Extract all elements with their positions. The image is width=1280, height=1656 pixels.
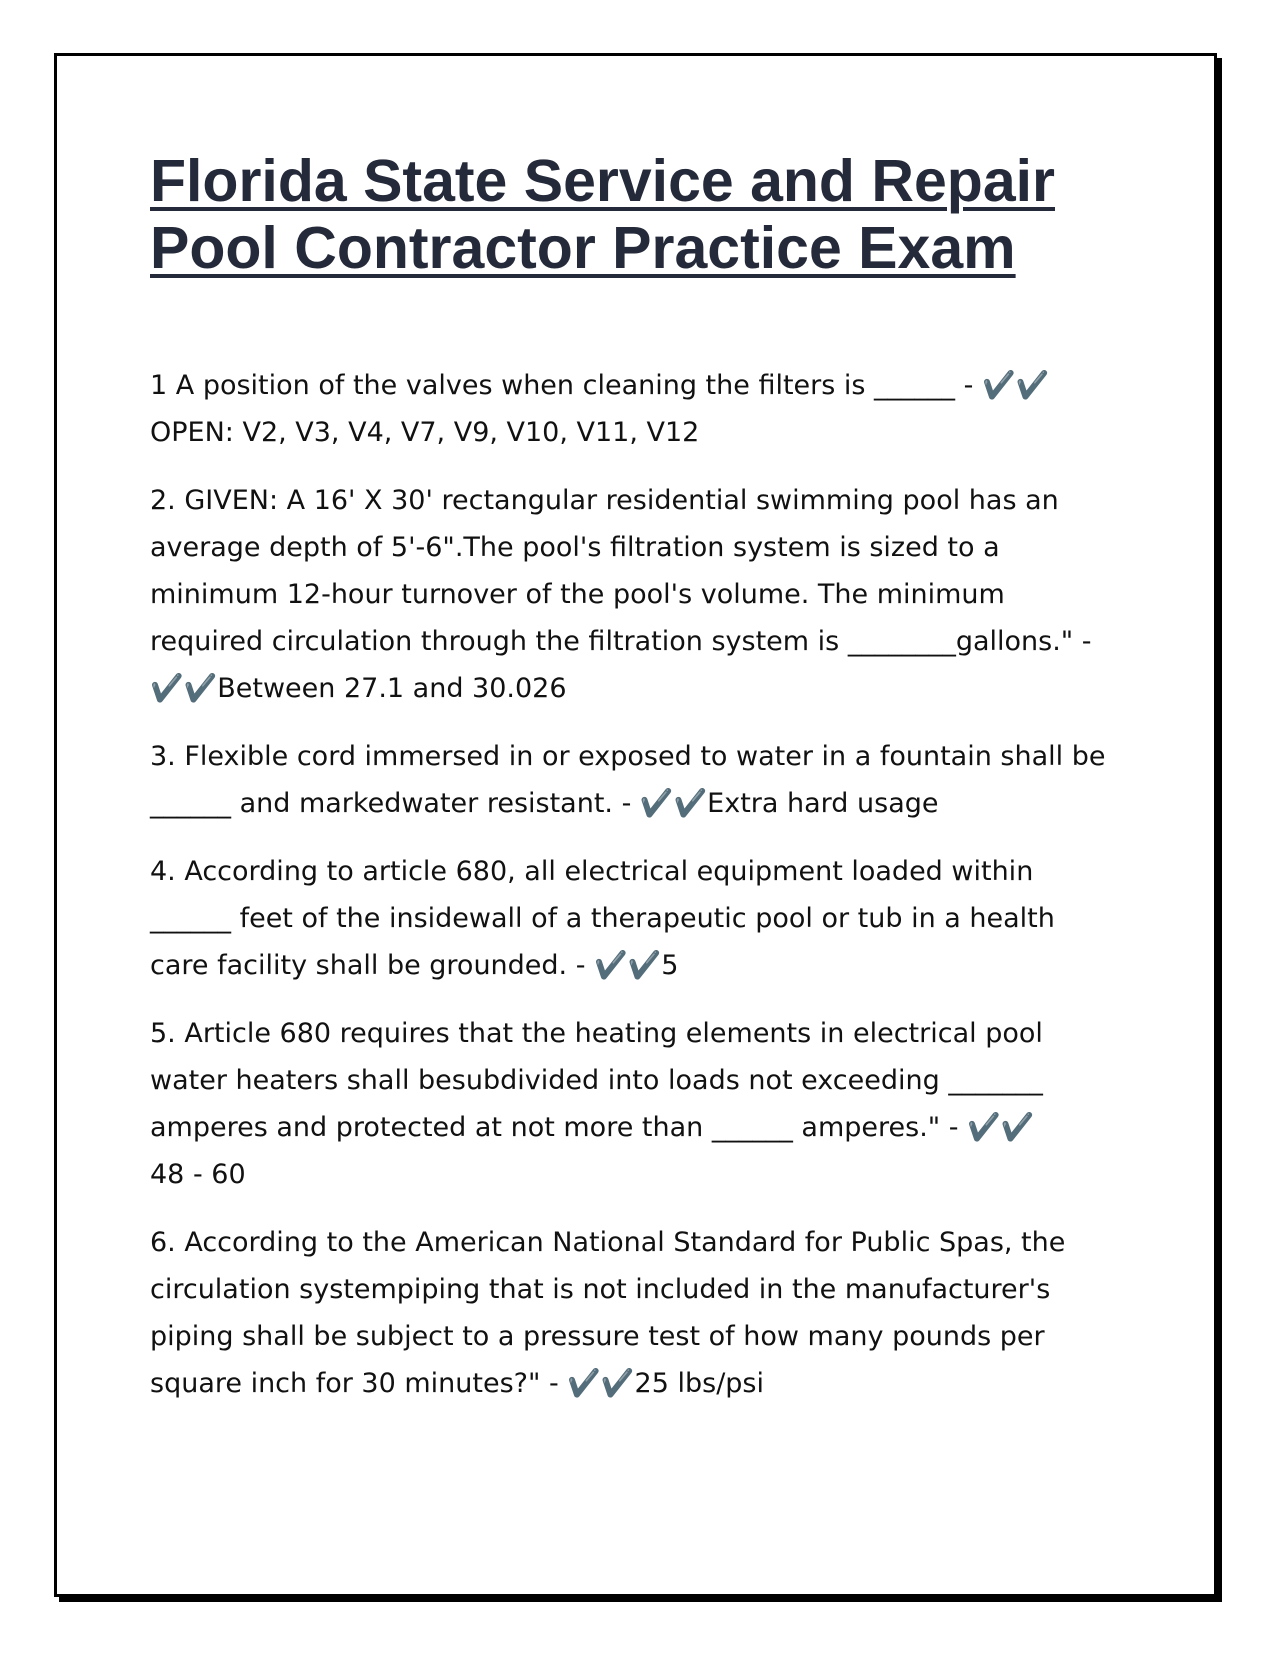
question-line: 1 A position of the valves when cleaning the filters is ______ - ✔️✔️ bbox=[150, 370, 1050, 401]
question-line: minimum 12-hour turnover of the pool's volume. The minimum bbox=[150, 579, 1005, 610]
question-line: piping shall be subject to a pressure test of how many pounds per bbox=[150, 1321, 1045, 1352]
question-line: 2. GIVEN: A 16' X 30' rectangular residential swimming pool has an bbox=[150, 485, 1059, 516]
answer-line: OPEN: V2, V3, V4, V7, V9, V10, V11, V12 bbox=[150, 417, 700, 448]
question-line: water heaters shall besubdivided into loads not exceeding _______ bbox=[150, 1065, 1043, 1096]
question-line: 4. According to article 680, all electrical equipment loaded within bbox=[150, 856, 1034, 887]
page-title bbox=[150, 148, 1150, 282]
title-line-1: Florida State Service and Repair bbox=[150, 148, 1055, 214]
question-line: amperes and protected at not more than ______ amperes." - ✔️✔️ bbox=[150, 1112, 1035, 1143]
question-line: circulation systempiping that is not included in the manufacturer's bbox=[150, 1274, 1051, 1305]
question-line: 6. According to the American National Standard for Public Spas, the bbox=[150, 1227, 1066, 1258]
title-line-2: Pool Contractor Practice Exam bbox=[150, 215, 1016, 281]
question-1 bbox=[150, 362, 1130, 456]
question-line: average depth of 5'-6".The pool's filtration system is sized to a bbox=[150, 532, 1000, 563]
question-3 bbox=[150, 733, 1130, 827]
answer-line: care facility shall be grounded. - ✔️✔️5 bbox=[150, 950, 679, 981]
question-line: 3. Flexible cord immersed in or exposed to water in a fountain shall be bbox=[150, 741, 1106, 772]
answer-line: square inch for 30 minutes?" - ✔️✔️25 lbs/psi bbox=[150, 1368, 764, 1399]
question-4 bbox=[150, 848, 1130, 989]
question-line: required circulation through the filtration system is ________gallons." - bbox=[150, 626, 1092, 657]
question-6 bbox=[150, 1219, 1130, 1407]
answer-line: ✔️✔️Between 27.1 and 30.026 bbox=[150, 673, 567, 704]
question-5 bbox=[150, 1010, 1130, 1198]
answer-line: 48 - 60 bbox=[150, 1159, 246, 1190]
question-line: 5. Article 680 requires that the heating elements in electrical pool bbox=[150, 1018, 1043, 1049]
question-line: ______ feet of the insidewall of a therapeutic pool or tub in a health bbox=[150, 903, 1055, 934]
question-2 bbox=[150, 477, 1130, 712]
question-list bbox=[150, 362, 1130, 1428]
answer-line: ______ and markedwater resistant. - ✔️✔️Extra hard usage bbox=[150, 788, 939, 819]
